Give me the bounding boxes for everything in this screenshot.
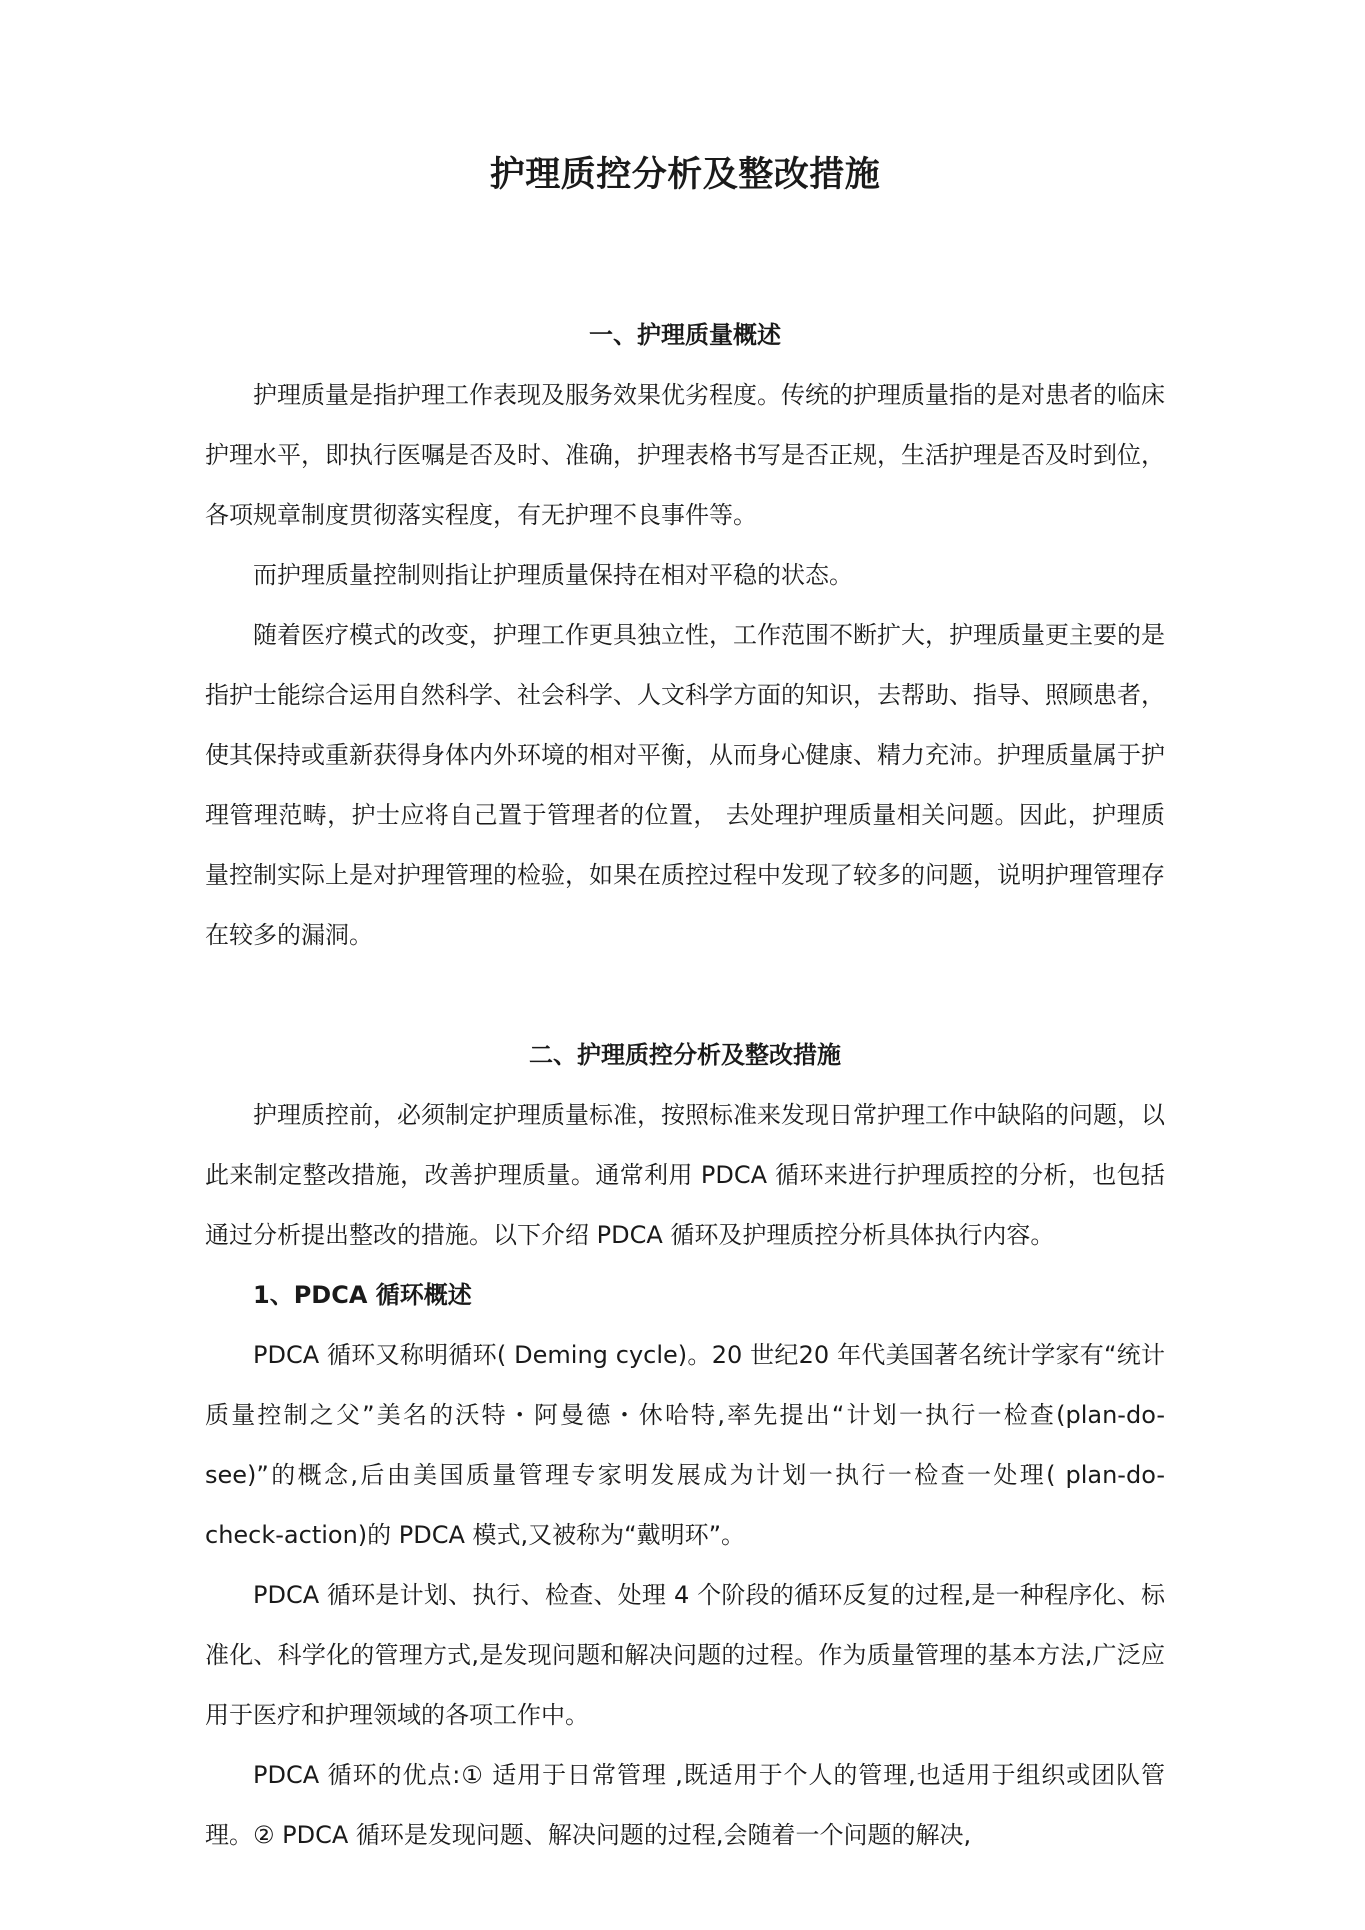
subsection-1-paragraph-1: PDCA 循环又称明循环( Deming cycle)。20 世纪20 年代美国著名统计学家有“统计质量控制之父”美名的沃特・阿曼德・休哈特,率先提出“计划一执行一检查(plan-do-see)”的概念,后由美国质量管理专家明发展成为计划一执行一检查一处理( plan-do-check-action)的 PDCA 模式,又被称为“戴明环”。 <box>205 1341 1165 1549</box>
section-2-heading: 二、护理质控分析及整改措施 <box>529 1041 841 1069</box>
section-1-heading: 一、护理质量概述 <box>589 321 781 349</box>
section-1-paragraph-3: 随着医疗模式的改变，护理工作更具独立性，工作范围不断扩大，护理质量更主要的是指护士能综合运用自然科学、社会科学、人文科学方面的知识，去帮助、指导、照顾患者，使其保持或重新获得身体内外环境的相对平衡，从而身心健康、精力充沛。护理质量属于护理管理范畴，护士应将自己置于管理者的位置， 去处理护理质量相关问题。因此，护理质量控制实际上是对护理管理的检验，如果在质控过程中发现了较多的问题，说明护理管理存在较多的漏洞。 <box>205 621 1165 949</box>
section-2-intro: 护理质控前，必须制定护理质量标准，按照标准来发现日常护理工作中缺陷的问题，以此来制定整改措施，改善护理质量。通常利用 PDCA 循环来进行护理质控的分析，也包括通过分析提出整改的措施。以下介绍 PDCA 循环及护理质控分析具体执行内容。 <box>205 1101 1165 1249</box>
subsection-1-paragraph-2: PDCA 循环是计划、执行、检查、处理 4 个阶段的循环反复的过程,是一种程序化、标准化、科学化的管理方式,是发现问题和解决问题的过程。作为质量管理的基本方法,广泛应用于医疗和护理领域的各项工作中。 <box>205 1581 1165 1729</box>
subsection-1-heading: 1、PDCA 循环概述 <box>253 1281 472 1309</box>
section-1-paragraph-1: 护理质量是指护理工作表现及服务效果优劣程度。传统的护理质量指的是对患者的临床护理水平，即执行医嘱是否及时、准确，护理表格书写是否正规，生活护理是否及时到位，各项规章制度贯彻落实程度，有无护理不良事件等。 <box>205 381 1165 529</box>
document-title: 护理质控分析及整改措施 <box>489 155 881 195</box>
subsection-1-paragraph-3: PDCA 循环的优点:① 适用于日常管理 ,既适用于个人的管理,也适用于组织或团队管理。② PDCA 循环是发现问题、解决问题的过程,会随着一个问题的解决, <box>205 1761 1165 1849</box>
section-1-paragraph-2: 而护理质量控制则指让护理质量保持在相对平稳的状态。 <box>253 561 853 589</box>
